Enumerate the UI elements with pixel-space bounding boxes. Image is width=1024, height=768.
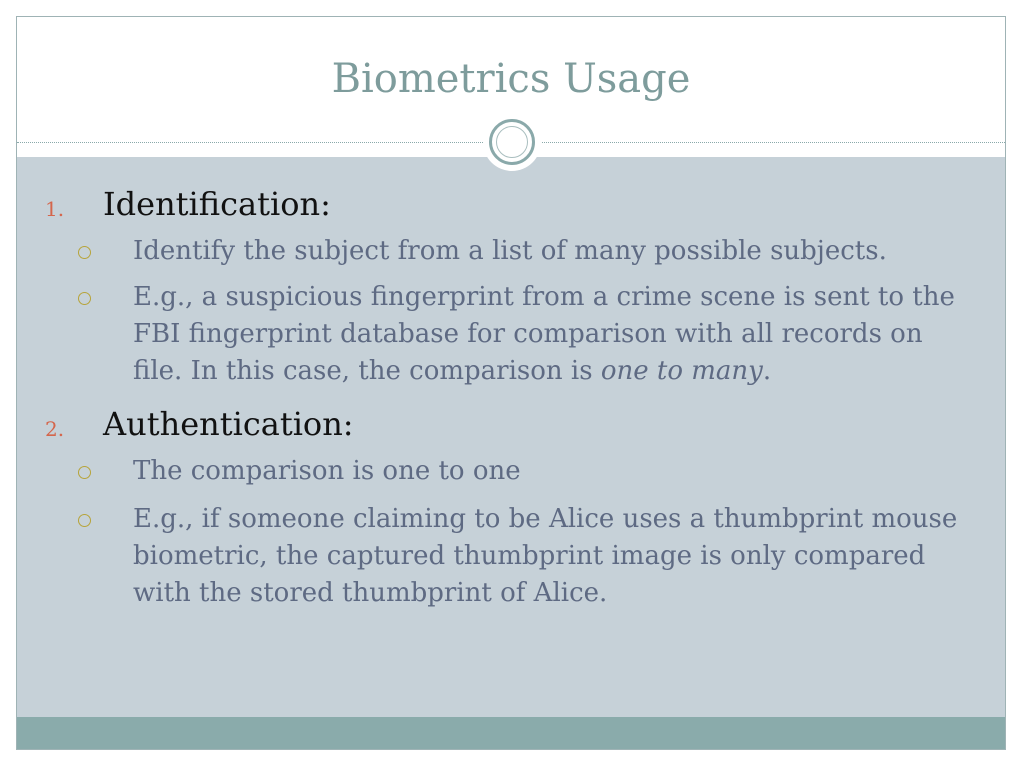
sub-item-text bbox=[133, 279, 973, 390]
slide-frame bbox=[16, 16, 1006, 750]
circle-bullet-icon bbox=[78, 514, 91, 527]
sub-item-emphasis: one to many bbox=[600, 356, 763, 386]
list-number: 1. bbox=[45, 197, 65, 221]
circle-ornament-icon bbox=[483, 113, 541, 171]
sub-item-text-part: E.g., a suspicious fingerprint from a crime scene is sent to the FBI fingerprint database for comparison with all records on file. In this case, the comparison is bbox=[133, 282, 955, 386]
circle-bullet-icon bbox=[78, 466, 91, 479]
circle-bullet-icon bbox=[78, 246, 91, 259]
slide-title: Biometrics Usage bbox=[331, 56, 691, 102]
list-number: 2. bbox=[45, 417, 65, 441]
footer-bar bbox=[17, 717, 1005, 750]
sub-item-text: Identify the subject from a list of many possible subjects. bbox=[133, 236, 887, 266]
slide-content bbox=[17, 157, 1005, 717]
list-heading: Authentication: bbox=[103, 405, 354, 443]
ring-icon bbox=[489, 119, 535, 165]
sub-item-text: E.g., if someone claiming to be Alice uses a thumbprint mouse biometric, the captured thumbprint image is only compared with the stored thumbprint of Alice. bbox=[133, 504, 958, 608]
sub-item-text: The comparison is one to one bbox=[133, 456, 521, 486]
sub-item-text-part: . bbox=[762, 356, 772, 386]
circle-bullet-icon bbox=[78, 292, 91, 305]
list-heading: Identification: bbox=[103, 185, 331, 223]
